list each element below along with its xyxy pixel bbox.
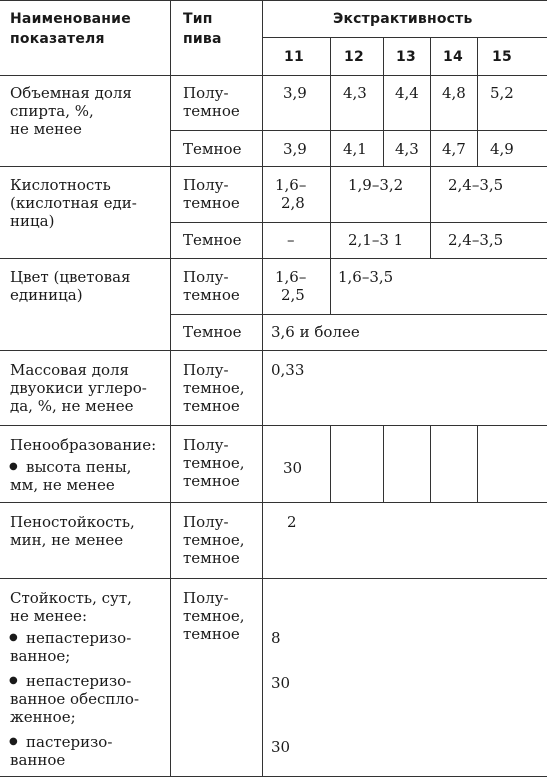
color-semi-type-line2: темное: [183, 286, 240, 304]
stability-item1-line1: непастеризо-: [26, 629, 132, 647]
rule: [170, 222, 547, 223]
rule: [330, 37, 331, 166]
header-extr-11: 11: [284, 49, 304, 65]
color-semi-11-line2: 2,5: [281, 286, 305, 304]
foam-stab-type-line3: темное: [183, 549, 240, 567]
rule: [0, 502, 547, 503]
header-extractivity: Экстрактивность: [333, 11, 473, 27]
rule: [330, 166, 331, 258]
color-name-line2: единица): [10, 286, 83, 304]
co2-value: 0,33: [271, 361, 305, 379]
foam-stab-value: 2: [287, 513, 297, 531]
stability-type-line1: Полу-: [183, 589, 229, 607]
rule: [0, 166, 547, 167]
foam-stab-type-line1: Полу-: [183, 513, 229, 531]
stability-item3-line1: пастеризо-: [26, 733, 113, 751]
stability-value-2: 30: [271, 674, 291, 692]
alcohol-semi-14: 4,8: [442, 84, 466, 102]
alcohol-semi-type-line1: Полу-: [183, 84, 229, 102]
color-semi-11-line1: 1,6–: [275, 268, 307, 286]
stability-item2-line2: ванное обеспло-: [10, 690, 140, 708]
co2-type-line3: темное: [183, 397, 240, 415]
foam-name-line2: высота пены,: [26, 458, 132, 476]
header-name-line2: показателя: [10, 31, 105, 47]
rule: [330, 258, 331, 314]
foam-stab-name-line2: мин, не менее: [10, 531, 124, 549]
rule: [170, 314, 547, 315]
stability-type-line2: темное,: [183, 607, 245, 625]
alcohol-dark-14: 4,7: [442, 140, 466, 158]
acidity-dark-type: Темное: [183, 231, 242, 249]
acidity-dark-11: –: [287, 231, 295, 249]
rule: [477, 37, 478, 166]
color-name-line1: Цвет (цветовая: [10, 268, 131, 286]
rule: [383, 425, 384, 502]
foam-stab-name-line1: Пеностойкость,: [10, 513, 135, 531]
color-dark-type: Темное: [183, 323, 242, 341]
rule: [0, 350, 547, 351]
stability-item1-line2: ванное;: [10, 647, 71, 665]
rule: [383, 37, 384, 130]
acidity-semi-14-15: 2,4–3,5: [448, 176, 504, 194]
alcohol-semi-type-line2: темное: [183, 102, 240, 120]
alcohol-dark-13: 4,3: [395, 140, 419, 158]
foam-name-line1: Пенообразование:: [10, 436, 157, 454]
header-type-line2: пива: [183, 31, 222, 47]
alcohol-dark-15: 4,9: [490, 140, 514, 158]
alcohol-name-line3: не менее: [10, 120, 82, 138]
co2-type-line2: темное,: [183, 379, 245, 397]
rule: [477, 425, 478, 502]
rule: [170, 130, 547, 131]
rule: [383, 130, 384, 166]
header-name-line1: Наименование: [10, 11, 131, 27]
color-dark-value: 3,6 и более: [271, 323, 360, 341]
color-semi-type-line1: Полу-: [183, 268, 229, 286]
stability-value-1: 8: [271, 629, 281, 647]
foam-type-line1: Полу-: [183, 436, 229, 454]
alcohol-semi-13: 4,4: [395, 84, 419, 102]
acidity-name-line1: Кислотность: [10, 176, 111, 194]
rule: [330, 425, 331, 502]
foam-type-line2: темное,: [183, 454, 245, 472]
foam-stab-type-line2: темное,: [183, 531, 245, 549]
foam-value: 30: [283, 459, 303, 477]
rule: [0, 258, 547, 259]
rule: [0, 75, 547, 76]
alcohol-semi-11: 3,9: [283, 84, 307, 102]
rule: [430, 37, 431, 166]
co2-name-line2: двуокиси углеро-: [10, 379, 147, 397]
stability-name-line2: не менее:: [10, 607, 87, 625]
acidity-dark-14-15: 2,4–3,5: [448, 231, 504, 249]
acidity-dark-12-13: 2,1–3 1: [348, 231, 404, 249]
acidity-semi-type-line1: Полу-: [183, 176, 229, 194]
header-type-line1: Тип: [183, 11, 213, 27]
acidity-name-line2: (кислотная еди-: [10, 194, 137, 212]
alcohol-semi-12: 4,3: [343, 84, 367, 102]
foam-name-line3: мм, не менее: [10, 476, 115, 494]
alcohol-semi-15: 5,2: [490, 84, 514, 102]
stability-item2-line1: непастеризо-: [26, 672, 132, 690]
rule: [0, 425, 547, 426]
header-extr-15: 15: [492, 49, 512, 65]
acidity-semi-12-13: 1,9–3,2: [348, 176, 404, 194]
rule: [430, 425, 431, 502]
co2-name-line1: Массовая доля: [10, 361, 130, 379]
alcohol-dark-12: 4,1: [343, 140, 367, 158]
rule: [170, 0, 171, 777]
acidity-semi-11-line2: 2,8: [281, 194, 305, 212]
rule: [430, 166, 431, 258]
alcohol-name-line1: Объемная доля: [10, 84, 132, 102]
stability-type-line3: темное: [183, 625, 240, 643]
header-extr-12: 12: [344, 49, 364, 65]
stability-item3-line2: ванное: [10, 751, 66, 769]
alcohol-dark-11: 3,9: [283, 140, 307, 158]
acidity-semi-type-line2: темное: [183, 194, 240, 212]
header-extr-13: 13: [396, 49, 416, 65]
rule: [0, 0, 547, 1]
acidity-semi-11-line1: 1,6–: [275, 176, 307, 194]
rule: [0, 578, 547, 579]
rule: [262, 0, 263, 777]
alcohol-name-line2: спирта, %,: [10, 102, 94, 120]
foam-type-line3: темное: [183, 472, 240, 490]
co2-name-line3: да, %, не менее: [10, 397, 134, 415]
acidity-name-line3: ница): [10, 212, 55, 230]
rule: [262, 37, 547, 38]
stability-value-3: 30: [271, 738, 291, 756]
alcohol-dark-type: Темное: [183, 140, 242, 158]
color-semi-12-15: 1,6–3,5: [338, 268, 394, 286]
co2-type-line1: Полу-: [183, 361, 229, 379]
header-extr-14: 14: [443, 49, 463, 65]
stability-item2-line3: женное;: [10, 708, 76, 726]
stability-name-line1: Стойкость, сут,: [10, 589, 132, 607]
